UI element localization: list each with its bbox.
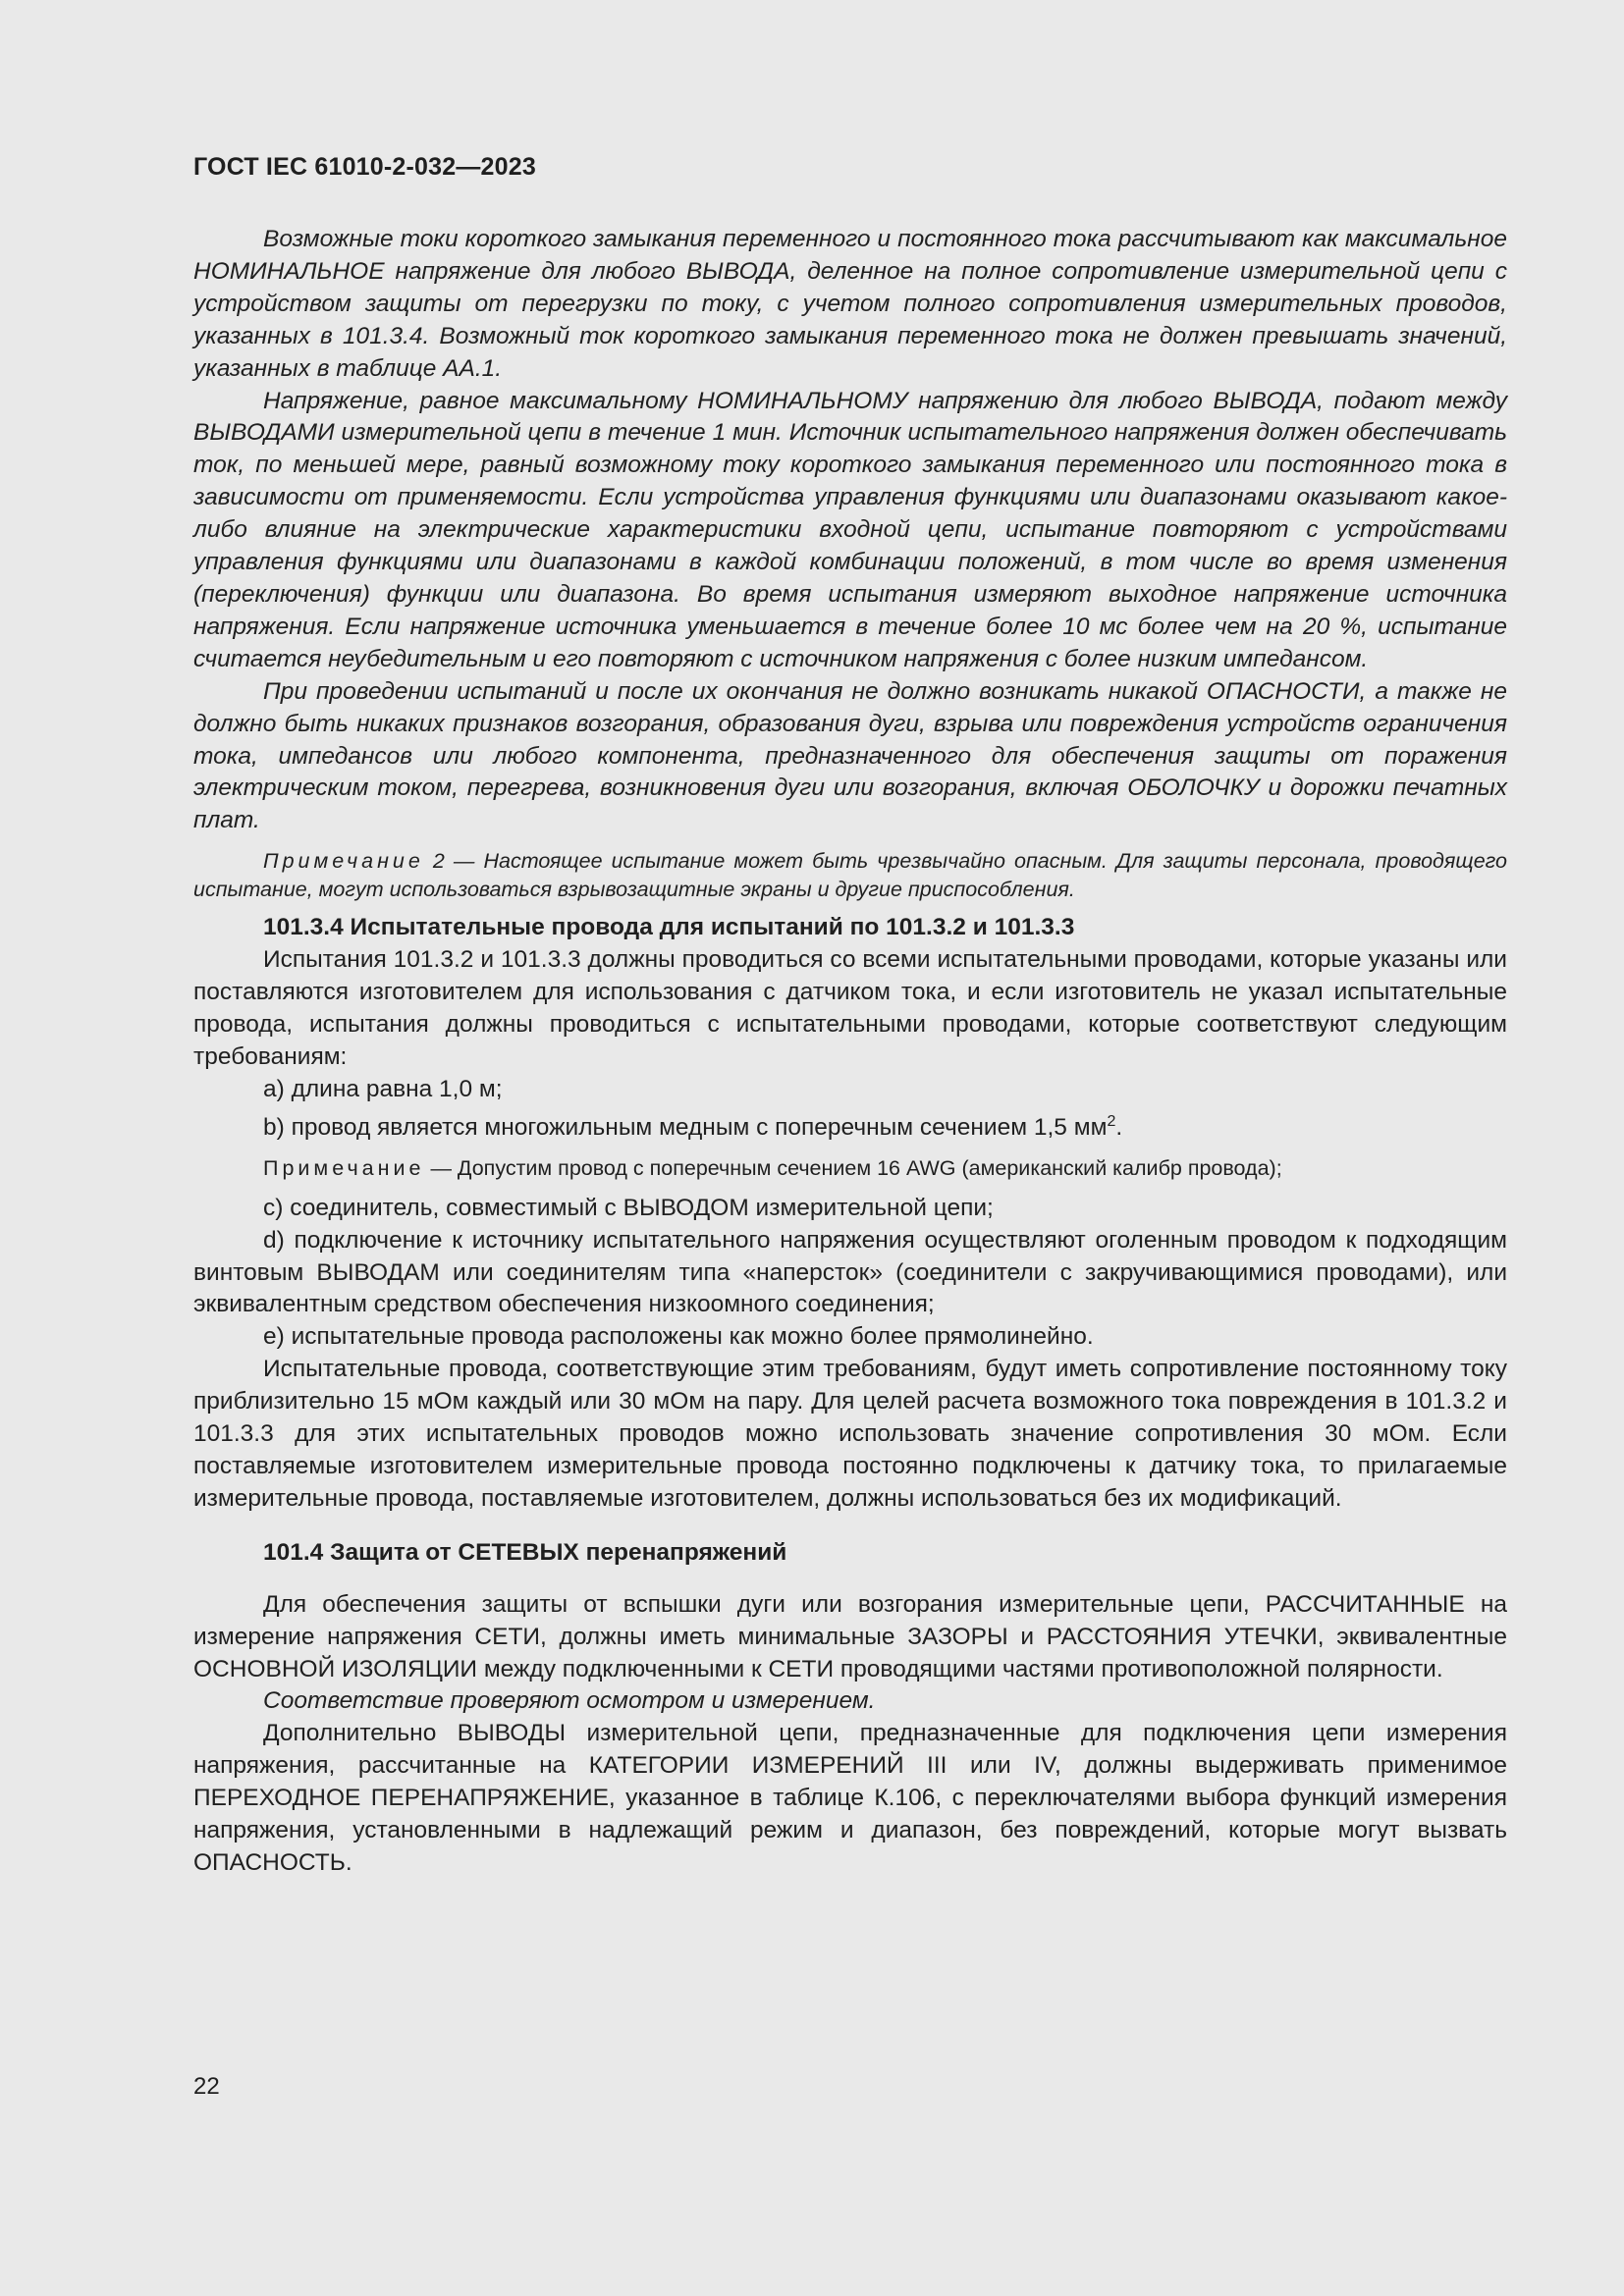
- paragraph-test-leads: Испытания 101.3.2 и 101.3.3 должны проводиться со всеми испытательными проводами, которые указаны или поставляются изготовителем для использования с датчиком тока, и если изготовитель не указал испытательные провода, испытания должны проводиться с испытательными проводами, которые соответствуют следующим требованиям:: [193, 946, 1507, 1070]
- paragraph-voltage-test: Напряжение, равное максимальному НОМИНАЛЬНОМУ напряжению для любого ВЫВОДА, подают между ВЫВОДАМИ измерительной цепи в течение 1 мин. Источник испытательного напряжения должен обеспечивать ток, по меньшей мере, равный возможному току короткого замыкания переменного или постоянного тока в зависимости от применяемости. Если устройства управления функциями или диапазонами оказывают какое-либо влияние на электрические характеристики входной цепи, испытание повторяют с устройствами управления функциями или диапазонами в каждой комбинации положений, в том числе во время изменения (переключения) функции или диапазона. Во время испытания измеряют выходное напряжение источника напряжения. Если напряжение источника уменьшается в течение более 10 мс более чем на 20 %, испытание считается неубедительным и его повторяют с источником напряжения с более низким импедансом.: [193, 387, 1507, 672]
- note-awg-label: Примечание: [263, 1155, 425, 1180]
- paragraph-mains-protection: Для обеспечения защиты от вспышки дуги или возгорания измерительные цепи, РАССЧИТАННЫЕ на измерение напряжения СЕТИ, должны иметь минимальные ЗАЗОРЫ и РАССТОЯНИЯ УТЕЧКИ, эквивалентные ОСНОВНОЙ ИЗОЛЯЦИИ между подключенными к СЕТИ проводящими частями противоположной полярности.: [193, 1590, 1507, 1682]
- section-heading-101-3-4: 101.3.4 Испытательные провода для испытаний по 101.3.2 и 101.3.3: [263, 914, 1075, 941]
- list-item-c: c) соединитель, совместимый с ВЫВОДОМ измерительной цепи;: [263, 1194, 994, 1221]
- paragraph-compliance: Соответствие проверяют осмотром и измерением.: [263, 1687, 876, 1715]
- list-item-a: a) длина равна 1,0 м;: [263, 1075, 503, 1102]
- section-heading-101-4: 101.4 Защита от СЕТЕВЫХ перенапряжений: [263, 1538, 787, 1566]
- list-item-b-end: .: [1115, 1113, 1123, 1141]
- document-header: ГОСТ IEC 61010-2-032—2023: [193, 153, 536, 181]
- note-2: [193, 847, 1507, 904]
- list-item-d: d) подключение к источнику испытательного напряжения осуществляют оголенным проводом к подходящим винтовым ВЫВОДАМ или соединителям типа «наперсток» (соединители с закручивающимися проводами), или эквивалентным средством обеспечения низкоомного соединения;: [193, 1226, 1507, 1318]
- list-item-b-superscript: 2: [1107, 1112, 1116, 1130]
- note-2-label: Примечание: [263, 849, 424, 874]
- document-body: [193, 224, 1507, 1880]
- list-item-b-text: b) провод является многожильным медным с поперечным сечением 1,5 мм: [263, 1113, 1108, 1141]
- note-awg: [263, 1154, 1507, 1183]
- list-item-e: e) испытательные провода расположены как можно более прямолинейно.: [263, 1323, 1094, 1351]
- page-number: 22: [193, 2073, 220, 2100]
- paragraph-transient-overvoltage: Дополнительно ВЫВОДЫ измерительной цепи, предназначенные для подключения цепи измерения напряжения, рассчитанные на КАТЕГОРИИ ИЗМЕРЕНИЙ III или IV, должны выдерживать применимое ПЕРЕХОДНОЕ ПЕРЕНАПРЯЖЕНИЕ, указанное в таблице К.106, с переключателями выбора функций измерения напряжения, установленными в надлежащий режим и диапазон, без повреждений, которые могут вызвать ОПАСНОСТЬ.: [193, 1720, 1507, 1876]
- note-awg-text: — Допустим провод с поперечным сечением 16 AWG (американский калибр провода);: [430, 1155, 1282, 1180]
- paragraph-lead-resistance: Испытательные провода, соответствующие этим требованиям, будут иметь сопротивление постоянному току приблизительно 15 мОм каждый или 30 мОм на пару. Для целей расчета возможного тока повреждения в 101.3.2 и 101.3.3 для этих испытательных проводов можно использовать значение сопротивления 30 мОм. Если поставляемые изготовителем измерительные провода постоянно подключены к датчику тока, то прилагаемые измерительные провода, поставляемые изготовителем, должны использоваться без их модификаций.: [193, 1356, 1507, 1512]
- list-item-b: [193, 1106, 1507, 1145]
- paragraph-no-hazard: При проведении испытаний и после их окончания не должно возникать никакой ОПАСНОСТИ, а также не должно быть никаких признаков возгорания, образования дуги, взрыва или повреждения устройств ограничения тока, импедансов или любого компонента, предназначенного для обеспечения защиты от поражения электрическим током, перегрева, возникновения дуги или возгорания, включая ОБОЛОЧКУ и дорожки печатных плат.: [193, 677, 1507, 834]
- paragraph-short-circuit-currents: Возможные токи короткого замыкания переменного и постоянного тока рассчитывают как максимальное НОМИНАЛЬНОЕ напряжение для любого ВЫВОДА, деленное на полное сопротивление измерительной цепи с устройством защиты от перегрузки по току, с учетом полного сопротивления измерительных проводов, указанных в 101.3.4. Возможный ток короткого замыкания переменного тока не должен превышать значений, указанных в таблице АА.1.: [193, 226, 1507, 382]
- note-2-text: 2 — Настоящее испытание может быть чрезвычайно опасным. Для защиты персонала, проводящего испытание, могут использоваться взрывозащитные экраны и другие приспособления.: [193, 849, 1507, 902]
